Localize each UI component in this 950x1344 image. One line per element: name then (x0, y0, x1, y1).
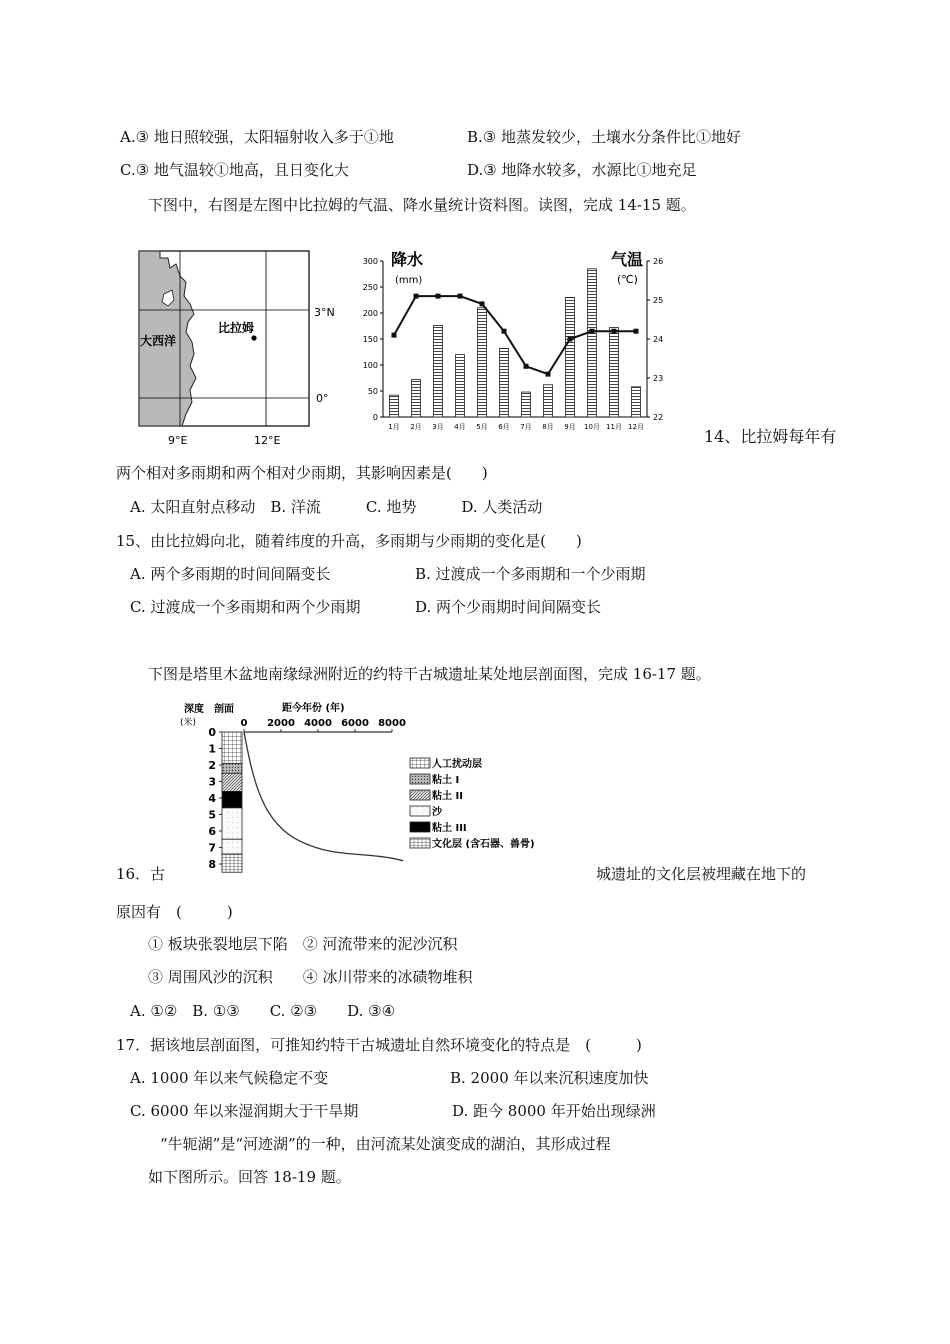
depth-label: 深度 (184, 704, 204, 715)
q14-options: A. 太阳直射点移动 B. 洋流 C. 地势 D. 人类活动 (130, 498, 543, 516)
temperature-point (436, 294, 441, 299)
year-tick-label: 6000 (341, 718, 369, 729)
temperature-point (414, 294, 419, 299)
bilamu-location-map (138, 250, 350, 450)
y-left-tick-label: 100 (362, 361, 378, 370)
precip-bar (500, 348, 509, 417)
chart-precip-unit: (mm) (395, 275, 423, 286)
depth-tick-label: 8 (208, 858, 216, 871)
chart-temp-title: 气温 (611, 250, 644, 269)
legend-swatch (410, 774, 430, 784)
stratum-layer (222, 791, 242, 808)
stratum-layer (222, 732, 242, 763)
depth-tick-label: 3 (208, 775, 216, 789)
y-right-tick-label: 24 (653, 335, 664, 344)
q13-option-c: C.③ 地气温较①地高，且日变化大 (120, 161, 349, 179)
precip-bar (544, 385, 553, 417)
month-tick-label: 5月 (476, 423, 488, 431)
month-tick-label: 3月 (432, 423, 444, 431)
y-left-tick-label: 200 (362, 309, 378, 318)
q17-option-a: A. 1000 年以来气候稳定不变 (130, 1069, 329, 1087)
legend-swatch (410, 758, 430, 768)
y-left-tick-label: 0 (372, 413, 378, 422)
section-label: 剖面 (214, 704, 234, 715)
month-tick-label: 10月 (584, 423, 600, 431)
depth-unit: (米) (180, 718, 197, 728)
y-left-tick-label: 50 (367, 387, 378, 396)
legend-label: 粘土 III (432, 823, 467, 834)
bilamu-city-dot (251, 335, 256, 340)
month-tick-label: 4月 (454, 423, 466, 431)
city-label: 比拉姆 (218, 321, 255, 335)
month-tick-label: 8月 (542, 423, 554, 431)
month-tick-label: 9月 (564, 423, 576, 431)
year-tick-label: 0 (240, 718, 248, 729)
precip-bar (456, 355, 465, 417)
precip-bar (478, 308, 487, 417)
chart-precip-title: 降水 (391, 250, 424, 269)
intro-14-15: 下图中，右图是左图中比拉姆的气温、降水量统计资料图。读图，完成 14-15 题。 (148, 196, 696, 214)
legend-swatch (410, 838, 430, 848)
temperature-point (458, 294, 463, 299)
q13-option-a: A.③ 地日照较强，太阳辐射收入多于①地 (120, 128, 394, 146)
q13-option-b: B.③ 地蒸发较少，土壤水分条件比①地好 (467, 128, 742, 146)
precip-bar (610, 328, 619, 417)
q17-option-b: B. 2000 年以来沉积速度加快 (450, 1069, 649, 1087)
year-tick-label: 4000 (304, 718, 332, 729)
q17-option-c: C. 6000 年以来湿润期大于干旱期 (130, 1102, 359, 1120)
q16-stem-cont: 原因有 ( ) (116, 903, 233, 921)
chart-temp-unit: (℃) (617, 273, 638, 286)
y-right-tick-label: 26 (653, 257, 664, 266)
sedimentation-curve (244, 732, 403, 861)
year-tick-label: 2000 (267, 718, 295, 729)
legend-swatch (410, 822, 430, 832)
temperature-point (480, 301, 485, 306)
q13-option-d: D.③ 地降水较多，水源比①地充足 (467, 161, 697, 179)
precip-bar (588, 269, 597, 417)
q14-stem: 两个相对多雨期和两个相对少雨期，其影响因素是( ) (116, 464, 488, 482)
y-right-tick-label: 22 (653, 413, 664, 422)
legend-label: 粘土 I (432, 775, 460, 786)
q16-choice-34: ③ 周围风沙的沉积 ④ 冰川带来的冰碛物堆积 (148, 968, 473, 986)
temperature-point (568, 337, 573, 342)
y-right-tick-label: 23 (653, 374, 664, 383)
q16-choice-12: ① 板块张裂地层下陷 ② 河流带来的泥沙沉积 (148, 935, 458, 953)
stratigraphic-profile (180, 700, 580, 890)
month-tick-label: 7月 (520, 423, 532, 431)
y-right-tick-label: 25 (653, 296, 664, 305)
lat-0-label: 0° (316, 392, 329, 405)
lon-9e-label: 9°E (168, 434, 188, 447)
precip-bar (434, 325, 443, 417)
y-left-tick-label: 300 (362, 257, 378, 266)
depth-tick-label: 5 (208, 808, 216, 822)
temperature-point (524, 364, 529, 369)
temperature-point (590, 329, 595, 334)
legend-label: 文化层 (含石器、兽骨) (432, 839, 535, 850)
depth-tick-label: 1 (208, 742, 216, 756)
legend-label: 沙 (432, 807, 442, 818)
q14-lead: 14、比拉姆每年有 (704, 427, 837, 446)
legend-swatch (410, 790, 430, 800)
intro-18-19-line2: 如下图所示。回答 18-19 题。 (148, 1168, 351, 1186)
month-tick-label: 12月 (628, 423, 644, 431)
precip-bar (632, 387, 641, 417)
q15-option-a: A. 两个多雨期的时间间隔变长 (130, 565, 331, 583)
depth-tick-label: 7 (208, 841, 216, 855)
month-tick-label: 1月 (388, 423, 400, 431)
precip-bar (566, 297, 575, 417)
intro-16-17: 下图是塔里木盆地南缘绿洲附近的约特干古城遗址某处地层剖面图，完成 16-17 题。 (148, 665, 711, 683)
temperature-point (612, 329, 617, 334)
depth-tick-label: 4 (208, 792, 216, 805)
intro-18-19-line1: “牛轭湖”是“河迹湖”的一种，由河流某处演变成的湖泊，其形成过程 (160, 1135, 611, 1153)
stratum-layer (222, 839, 242, 854)
depth-tick-label: 0 (208, 726, 216, 739)
stratum-layer (222, 808, 242, 839)
temperature-point (546, 372, 551, 377)
precip-bar (390, 395, 399, 417)
temperature-point (502, 329, 507, 334)
precip-bar (412, 380, 421, 417)
precip-bar (522, 392, 531, 417)
q15-option-b: B. 过渡成一个多雨期和一个少雨期 (415, 565, 646, 583)
y-left-tick-label: 250 (362, 283, 378, 292)
month-tick-label: 2月 (410, 423, 422, 431)
depth-tick-label: 6 (208, 825, 216, 838)
y-left-tick-label: 150 (362, 335, 378, 344)
legend-label: 粘土 II (432, 791, 463, 802)
temperature-line (394, 296, 636, 374)
stratum-layer (222, 763, 242, 773)
legend-label: 人工扰动层 (432, 759, 482, 770)
legend-swatch (410, 806, 430, 816)
temperature-point (392, 333, 397, 338)
q15-option-d: D. 两个少雨期时间间隔变长 (415, 598, 602, 616)
month-tick-label: 11月 (606, 423, 622, 431)
q15-stem: 15、由比拉姆向北，随着纬度的升高，多雨期与少雨期的变化是( ) (116, 532, 582, 550)
q17-option-d: D. 距今 8000 年开始出现绿洲 (452, 1102, 656, 1120)
q17-stem: 17．据该地层剖面图，可推知约特干古城遗址自然环境变化的特点是 ( ) (116, 1036, 642, 1054)
month-tick-label: 6月 (498, 423, 510, 431)
q16-lead: 16．古 (116, 865, 166, 883)
stratum-layer (222, 854, 242, 872)
year-tick-label: 8000 (378, 718, 406, 729)
lon-12e-label: 12°E (254, 434, 281, 447)
lat-3n-label: 3°N (314, 306, 335, 319)
q16-tail: 城遗址的文化层被埋藏在地下的 (596, 865, 807, 883)
climate-chart (355, 245, 685, 445)
ocean-label: 大西洋 (140, 334, 177, 348)
depth-tick-label: 2 (208, 759, 216, 772)
years-label: 距今年份 (年) (282, 703, 345, 714)
q16-options: A. ①② B. ①③ C. ②③ D. ③④ (130, 1002, 396, 1020)
q15-option-c: C. 过渡成一个多雨期和两个少雨期 (130, 598, 361, 616)
stratum-layer (222, 773, 242, 791)
temperature-point (634, 329, 639, 334)
